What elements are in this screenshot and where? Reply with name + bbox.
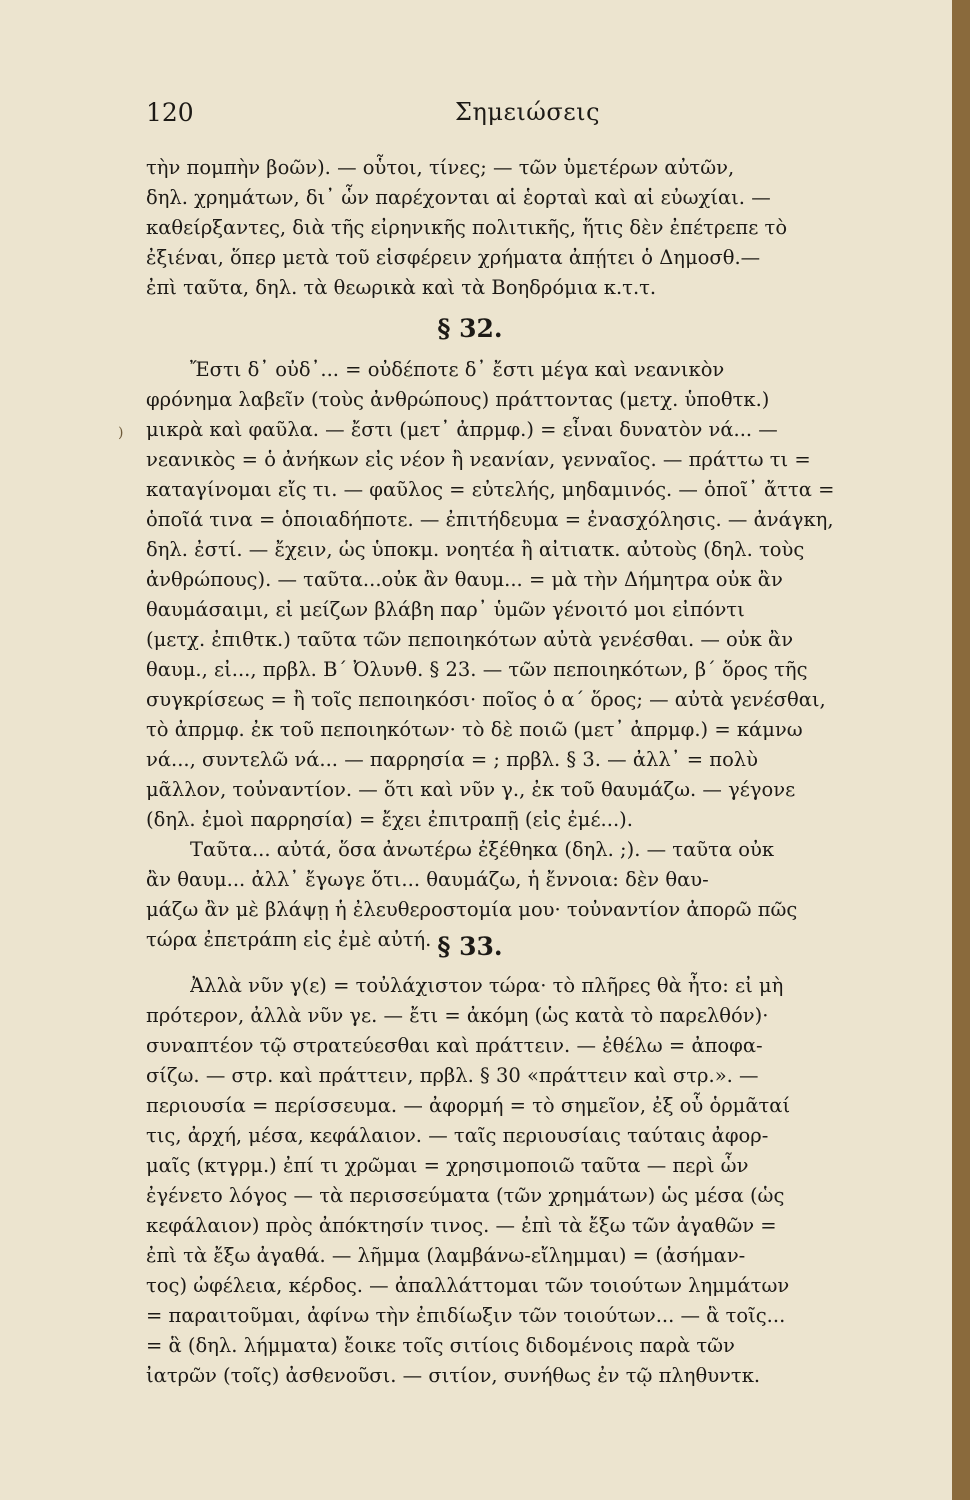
text-line: μάζω ἂν μὲ βλάψῃ ἡ ἐλευθεροστομία μου· τοὐναντίον ἀπορῶ πῶς (146, 898, 798, 921)
text-line: συναπτέον τῷ στρατεύεσθαι καὶ πράττειν. — ἐθέλω = ἀποφα- (146, 1034, 763, 1057)
text-line: τος) ὠφέλεια, κέρδος. — ἀπαλλάττομαι τῶν τοιούτων λημμάτων (146, 1274, 790, 1297)
text-line: ἐπὶ τὰ ἔξω ἀγαθά. — λῆμμα (λαμβάνω-εἴλημμαι) = (ἀσήμαν- (146, 1244, 746, 1267)
margin-mark: ) (118, 425, 124, 441)
page-header (0, 98, 940, 132)
text-line: ἐξιέναι, ὅπερ μετὰ τοῦ εἰσφέρειν χρήματα ἀπῄτει ὁ Δημοσθ.— (146, 246, 761, 269)
text-line: κεφάλαιον) πρὸς ἀπόκτησίν τινος. — ἐπὶ τὰ ἔξω τῶν ἀγαθῶν = (146, 1214, 777, 1237)
running-title: Σημειώσεις (455, 98, 601, 126)
text-line: συγκρίσεως = ἢ τοῖς πεποιηκόσι· ποῖος ὁ α΄ ὅρος; — αὐτὰ γενέσθαι, (146, 688, 826, 711)
text-line: (μετχ. ἐπιθτκ.) ταῦτα τῶν πεποιηκότων αὐτὰ γενέσθαι. — οὐκ ἂν (146, 628, 794, 651)
text-line: ἂν θαυμ... ἀλλ᾿ ἔγωγε ὅτι... θαυμάζω, ἡ ἔννοια: δὲν θαυ- (146, 868, 709, 891)
text-line: Ἔστι δ᾿ οὐδ᾿... = οὐδέποτε δ᾿ ἔστι μέγα καὶ νεανικὸν (190, 358, 725, 381)
text-line: θαυμ., εἰ..., πρβλ. Β΄ Ὀλυνθ. § 23. — τῶν πεποιηκότων, β΄ ὅρος τῆς (146, 658, 808, 681)
text-line: τώρα ἐπετράπη εἰς ἐμὲ αὐτή. (146, 928, 432, 951)
text-line: = παραιτοῦμαι, ἀφίνω τὴν ἐπιδίωξιν τῶν τοιούτων... — ἃ τοῖς... (146, 1304, 786, 1327)
section-heading-32: § 32. (437, 314, 503, 343)
text-line: νά..., συντελῶ νά... — παρρησία = ; πρβλ. § 3. — ἀλλ᾿ = πολὺ (146, 748, 759, 771)
text-line: ἀνθρώπους). — ταῦτα...οὐκ ἂν θαυμ... = μὰ τὴν Δήμητρα οὐκ ἂν (146, 568, 783, 591)
text-line: περιουσία = περίσσευμα. — ἀφορμή = τὸ σημεῖον, ἐξ οὗ ὁρμᾶταί (146, 1094, 791, 1117)
page-number: 120 (146, 98, 194, 127)
text-line: τὸ ἀπρμφ. ἐκ τοῦ πεποιηκότων· τὸ δὲ ποιῶ (μετ᾿ ἀπρμφ.) = κάμνω (146, 718, 803, 741)
text-line: (δηλ. ἐμοὶ παρρησία) = ἔχει ἐπιτραπῇ (εἰς ἐμέ...). (146, 808, 633, 831)
text-line: σίζω. — στρ. καὶ πράττειν, πρβλ. § 30 «πράττειν καὶ στρ.». — (146, 1064, 759, 1087)
text-line: ἐγένετο λόγος — τὰ περισσεύματα (τῶν χρημάτων) ὡς μέσα (ὡς (146, 1184, 785, 1207)
text-line: τὴν πομπὴν βοῶν). — οὗτοι, τίνες; — τῶν ὑμετέρων αὐτῶν, (146, 156, 735, 179)
section-heading-33: § 33. (437, 932, 503, 961)
text-line: δηλ. χρημάτων, δι᾿ ὧν παρέχονται αἱ ἑορταὶ καὶ αἱ εὐωχίαι. — (146, 186, 771, 209)
text-line: ὁποῖά τινα = ὁποιαδήποτε. — ἐπιτήδευμα = ἐνασχόλησις. — ἀνάγκη, (146, 508, 834, 531)
text-line: μαῖς (κτγρμ.) ἐπί τι χρῶμαι = χρησιμοποιῶ ταῦτα — περὶ ὧν (146, 1154, 749, 1177)
text-line: πρότερον, ἀλλὰ νῦν γε. — ἔτι = ἀκόμη (ὡς κατὰ τὸ παρελθόν)· (146, 1004, 769, 1027)
text-line: Ταῦτα... αὐτά, ὅσα ἀνωτέρω ἐξέθηκα (δηλ. ;). — ταῦτα οὐκ (190, 838, 775, 861)
text-line: νεανικὸς = ὁ ἀνήκων εἰς νέον ἢ νεανίαν, γενναῖος. — πράττω τι = (146, 448, 811, 471)
text-line: μᾶλλον, τοὐναντίον. — ὅτι καὶ νῦν γ., ἐκ τοῦ θαυμάζω. — γέγονε (146, 778, 796, 801)
text-line: φρόνημα λαβεῖν (τοὺς ἀνθρώπους) πράττοντας (μετχ. ὑποθτκ.) (146, 388, 770, 411)
text-line: μικρὰ καὶ φαῦλα. — ἔστι (μετ᾿ ἀπρμφ.) = εἶναι δυνατὸν νά... — (146, 418, 778, 441)
text-line: = ἃ (δηλ. λήμματα) ἔοικε τοῖς σιτίοις διδομένοις παρὰ τῶν (146, 1334, 735, 1357)
text-line: καταγίνομαι εἴς τι. — φαῦλος = εὐτελής, μηδαμινός. — ὁποῖ᾿ ἄττα = (146, 478, 835, 501)
text-line: ἐπὶ ταῦτα, δηλ. τὰ θεωρικὰ καὶ τὰ Βοηδρόμια κ.τ.τ. (146, 276, 657, 299)
text-line: τις, ἀρχή, μέσα, κεφάλαιον. — ταῖς περιουσίαις ταύταις ἀφορ- (146, 1124, 769, 1147)
text-line: καθείρξαντες, διὰ τῆς εἰρηνικῆς πολιτικῆς, ἥτις δὲν ἐπέτρεπε τὸ (146, 216, 788, 239)
text-line: ἰατρῶν (τοῖς) ἀσθενοῦσι. — σιτίον, συνήθως ἐν τῷ πληθυντκ. (146, 1364, 761, 1387)
text-line: Ἀλλὰ νῦν γ(ε) = τοὐλάχιστον τώρα· τὸ πλῆρες θὰ ἦτο: εἰ μὴ (190, 974, 784, 997)
text-line: δηλ. ἐστί. — ἔχειν, ὡς ὑποκμ. νοητέα ἢ αἰτιατκ. αὐτοὺς (δηλ. τοὺς (146, 538, 805, 561)
text-line: θαυμάσαιμι, εἰ μείζων βλάβη παρ᾿ ὑμῶν γένοιτό μοι εἰπόντι (146, 598, 745, 621)
